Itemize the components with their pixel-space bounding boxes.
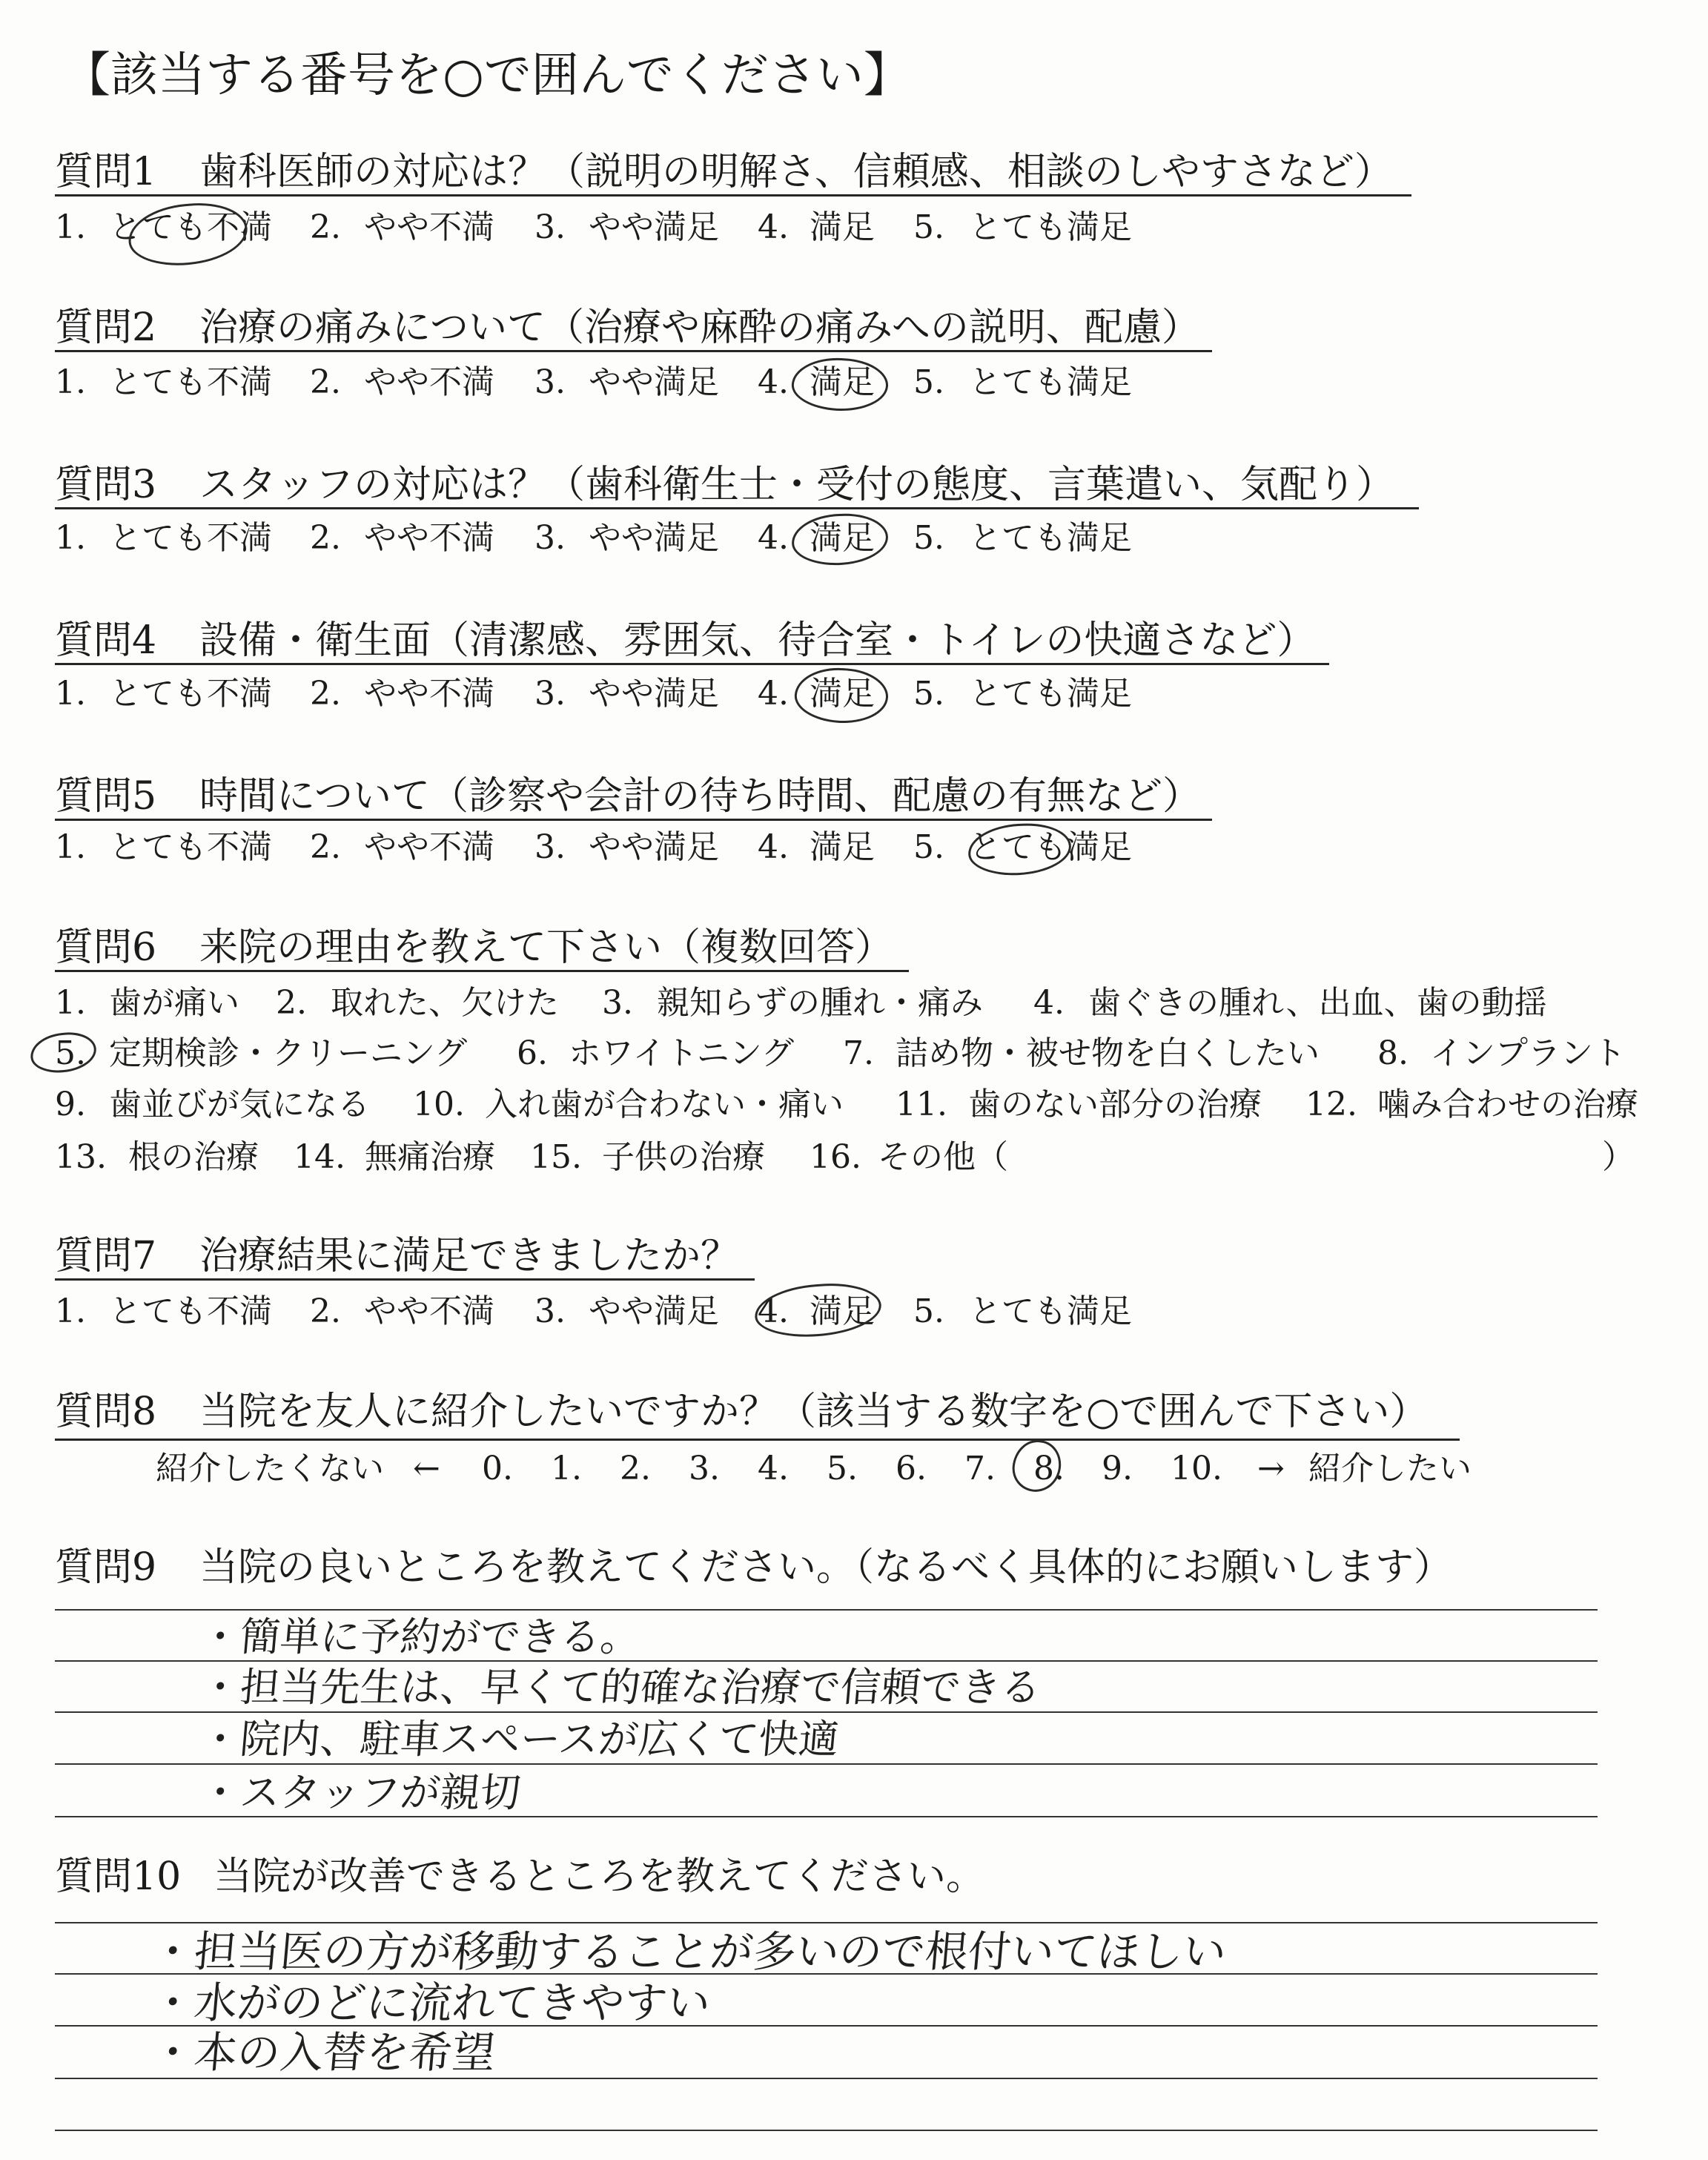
option-number: 5. bbox=[55, 1034, 86, 1072]
question-number: 質問9 bbox=[55, 1545, 157, 1590]
option-number: 4. bbox=[758, 1292, 789, 1330]
question-1-options bbox=[0, 208, 1708, 247]
option-number: 5. bbox=[913, 363, 944, 401]
handwritten-answer: ・スタッフが親切 bbox=[198, 1769, 523, 1816]
answer-line bbox=[55, 1922, 1598, 1923]
heading-underline bbox=[55, 1278, 755, 1281]
option-number: 4. bbox=[758, 363, 789, 401]
option-label: 歯が痛い bbox=[109, 984, 239, 1022]
option-number: 1. bbox=[55, 519, 86, 557]
handwritten-answer: ・本の入替を希望 bbox=[149, 2027, 497, 2078]
option-number: 3. bbox=[534, 363, 566, 401]
question-text: スタッフの対応は？（歯科衛生士・受付の態度、言葉遣い、気配り） bbox=[199, 463, 1395, 507]
option-number: 3. bbox=[534, 1292, 566, 1330]
heading-underline bbox=[55, 970, 909, 972]
question-1-heading bbox=[0, 150, 1708, 194]
option-number: 1. bbox=[55, 828, 86, 866]
heading-underline bbox=[55, 507, 1419, 509]
option-number: 1. bbox=[55, 363, 86, 401]
hand-drawn-circle bbox=[753, 1280, 883, 1341]
left-arrow-icon: ← bbox=[413, 1450, 440, 1487]
option-number: 2. bbox=[310, 675, 341, 713]
scale-value: 7. bbox=[964, 1450, 996, 1487]
scale-value: 6. bbox=[896, 1450, 927, 1487]
scale-low-label: 紹介したくない bbox=[156, 1450, 384, 1487]
option-number: 3. bbox=[534, 208, 566, 246]
option-number: 5. bbox=[913, 519, 944, 557]
option-label: 入れ歯が合わない・痛い bbox=[485, 1086, 844, 1123]
option-number: 3. bbox=[602, 984, 633, 1022]
option-label: 歯並びが気になる bbox=[109, 1086, 370, 1123]
option-number: 2. bbox=[276, 984, 307, 1022]
option-label: 満足 bbox=[810, 363, 875, 401]
option-label: とても不満 bbox=[109, 1292, 272, 1330]
answer-line bbox=[55, 1711, 1598, 1713]
option-number: 5. bbox=[913, 208, 944, 246]
option-number: 5. bbox=[913, 828, 944, 866]
option-label: 満足 bbox=[810, 208, 875, 246]
question-number: 質問10 bbox=[55, 1855, 182, 1899]
option-label: 満足 bbox=[810, 1292, 875, 1330]
option-label: やや満足 bbox=[589, 1292, 719, 1330]
option-label: とても満足 bbox=[969, 208, 1132, 246]
option-number: 2. bbox=[310, 208, 341, 246]
handwritten-answer: ・担当先生は、早くて的確な治療で信頼できる bbox=[198, 1664, 1043, 1711]
option-label: やや満足 bbox=[589, 675, 719, 713]
question-text: 治療結果に満足できましたか？ bbox=[199, 1234, 740, 1278]
question-text: 設備・衛生面（清潔感、雰囲気、待合室・トイレの快適さなど） bbox=[199, 618, 1316, 663]
question-6-options-row bbox=[0, 984, 1708, 1023]
option-label: 歯ぐきの腫れ、出血、歯の動揺 bbox=[1088, 984, 1547, 1022]
option-label: 子供の治療 bbox=[602, 1138, 765, 1176]
question-text: 歯科医師の対応は？（説明の明解さ、信頼感、相談のしやすさなど） bbox=[199, 150, 1393, 194]
scale-value: 8. bbox=[1033, 1450, 1065, 1487]
option-label: とても満足 bbox=[969, 828, 1132, 866]
scale-value: 0. bbox=[482, 1450, 513, 1487]
option-number: 1. bbox=[55, 208, 86, 246]
option-label: やや不満 bbox=[364, 675, 494, 713]
option-label: 満足 bbox=[810, 828, 875, 866]
option-number: 3. bbox=[534, 828, 566, 866]
option-number: 4. bbox=[758, 675, 789, 713]
scale-value: 5. bbox=[827, 1450, 858, 1487]
question-8-scale bbox=[0, 1450, 1708, 1488]
option-label: 無痛治療 bbox=[365, 1138, 495, 1176]
option-label: やや不満 bbox=[364, 1292, 494, 1330]
question-3-heading bbox=[0, 463, 1708, 507]
option-label: その他（ bbox=[878, 1138, 1008, 1176]
question-text: 来院の理由を教えて下さい（複数回答） bbox=[199, 925, 894, 970]
question-text: 時間について（診察や会計の待ち時間、配慮の有無など） bbox=[199, 774, 1201, 819]
heading-underline bbox=[55, 819, 1212, 821]
scale-value: 4. bbox=[758, 1450, 789, 1487]
answer-line bbox=[55, 1763, 1598, 1765]
scale-value: 9. bbox=[1102, 1450, 1133, 1487]
option-label: 満足 bbox=[810, 675, 875, 713]
option-number: 6. bbox=[517, 1034, 548, 1072]
question-10-heading bbox=[0, 1855, 1708, 1899]
option-number: 2. bbox=[310, 828, 341, 866]
question-5-options bbox=[0, 828, 1708, 867]
option-label: とても満足 bbox=[969, 363, 1132, 401]
handwritten-answer: ・院内、駐車スペースが広くて快適 bbox=[198, 1716, 841, 1763]
other-close-paren: ） bbox=[1602, 1138, 1635, 1176]
option-number: 5. bbox=[913, 1292, 944, 1330]
option-label: 親知らずの腫れ・痛み bbox=[657, 984, 983, 1022]
question-7-heading bbox=[0, 1234, 1708, 1278]
option-number: 10. bbox=[413, 1086, 465, 1123]
option-number: 7. bbox=[843, 1034, 874, 1072]
page-title: 【該当する番号を○で囲んでください】 bbox=[63, 48, 911, 103]
option-number: 2. bbox=[310, 363, 341, 401]
option-label: とても不満 bbox=[109, 828, 272, 866]
option-label: とても満足 bbox=[969, 675, 1132, 713]
option-number: 12. bbox=[1305, 1086, 1357, 1123]
option-label: とても満足 bbox=[969, 519, 1132, 557]
option-label: 定期検診・クリーニング bbox=[109, 1034, 468, 1072]
option-number: 4. bbox=[758, 828, 789, 866]
question-5-heading bbox=[0, 774, 1708, 819]
option-number: 9. bbox=[55, 1086, 86, 1123]
question-number: 質問1 bbox=[55, 150, 157, 194]
question-6-options-row bbox=[0, 1086, 1708, 1124]
answer-line bbox=[55, 1609, 1598, 1611]
option-number: 16. bbox=[810, 1138, 861, 1176]
option-label: 噛み合わせの治療 bbox=[1377, 1086, 1638, 1123]
option-number: 1. bbox=[55, 1292, 86, 1330]
option-label: インプラント bbox=[1430, 1034, 1626, 1072]
option-label: やや満足 bbox=[589, 363, 719, 401]
option-label: とても不満 bbox=[109, 208, 272, 246]
option-label: 満足 bbox=[810, 519, 875, 557]
answer-line bbox=[55, 1816, 1598, 1817]
heading-underline bbox=[55, 663, 1329, 665]
option-label: やや不満 bbox=[364, 519, 494, 557]
option-number: 3. bbox=[534, 519, 566, 557]
option-number: 4. bbox=[758, 519, 789, 557]
option-label: とても不満 bbox=[109, 675, 272, 713]
question-2-heading bbox=[0, 305, 1708, 350]
question-number: 質問4 bbox=[55, 618, 157, 663]
option-label: やや不満 bbox=[364, 828, 494, 866]
answer-line bbox=[55, 1660, 1598, 1662]
option-label: 取れた、欠けた bbox=[331, 984, 559, 1022]
question-text: 治療の痛みについて（治療や麻酔の痛みへの説明、配慮） bbox=[199, 305, 1200, 350]
option-number: 3. bbox=[534, 675, 566, 713]
question-9-heading bbox=[0, 1545, 1708, 1590]
option-label: やや不満 bbox=[364, 363, 494, 401]
option-number: 8. bbox=[1377, 1034, 1409, 1072]
question-number: 質問5 bbox=[55, 774, 157, 819]
question-number: 質問7 bbox=[55, 1234, 157, 1278]
option-label: やや満足 bbox=[589, 208, 719, 246]
scale-value: 2. bbox=[620, 1450, 651, 1487]
scale-value: 10. bbox=[1171, 1450, 1222, 1487]
option-number: 11. bbox=[896, 1086, 947, 1123]
right-arrow-icon: → bbox=[1257, 1450, 1285, 1487]
question-6-options-row bbox=[0, 1034, 1708, 1073]
option-label: とても不満 bbox=[109, 519, 272, 557]
option-number: 5. bbox=[913, 675, 944, 713]
question-6-options-row bbox=[0, 1138, 1708, 1177]
option-label: 根の治療 bbox=[128, 1138, 259, 1176]
heading-underline bbox=[55, 350, 1212, 352]
option-label: ホワイトニング bbox=[569, 1034, 795, 1072]
scale-value: 1. bbox=[551, 1450, 582, 1487]
option-label: やや不満 bbox=[364, 208, 494, 246]
scale-high-label: 紹介したい bbox=[1308, 1450, 1472, 1487]
question-text: 当院を友人に紹介したいですか？（該当する数字を○で囲んで下さい） bbox=[199, 1390, 1429, 1434]
question-8-heading bbox=[0, 1390, 1708, 1434]
heading-underline bbox=[55, 1439, 1460, 1441]
question-4-heading bbox=[0, 618, 1708, 663]
option-number: 2. bbox=[310, 1292, 341, 1330]
option-label: やや満足 bbox=[589, 519, 719, 557]
option-number: 4. bbox=[758, 208, 789, 246]
option-number: 15. bbox=[530, 1138, 582, 1176]
option-number: 13. bbox=[55, 1138, 107, 1176]
option-label: 詰め物・被せ物を白くしたい bbox=[896, 1034, 1320, 1072]
option-label: やや満足 bbox=[589, 828, 719, 866]
option-number: 1. bbox=[55, 984, 86, 1022]
handwritten-answer: ・担当医の方が移動することが多いので根付いてほしい bbox=[149, 1926, 1228, 1977]
option-number: 1. bbox=[55, 675, 86, 713]
heading-underline bbox=[55, 194, 1411, 196]
option-number: 14. bbox=[294, 1138, 345, 1176]
question-6-heading bbox=[0, 925, 1708, 970]
question-number: 質問8 bbox=[55, 1390, 157, 1434]
option-number: 4. bbox=[1033, 984, 1065, 1022]
handwritten-answer: ・水がのどに流れてきやすい bbox=[149, 1978, 712, 2028]
question-number: 質問2 bbox=[55, 305, 157, 350]
question-number: 質問3 bbox=[55, 463, 157, 507]
option-label: とても満足 bbox=[969, 1292, 1132, 1330]
question-number: 質問6 bbox=[55, 925, 157, 970]
answer-line bbox=[55, 2078, 1598, 2079]
option-label: とても不満 bbox=[109, 363, 272, 401]
scale-value: 3. bbox=[689, 1450, 720, 1487]
answer-line bbox=[55, 2130, 1598, 2131]
question-text: 当院の良いところを教えてください。（なるべく具体的にお願いします） bbox=[199, 1545, 1453, 1590]
handwritten-answer: ・簡単に予約ができる。 bbox=[198, 1614, 643, 1660]
option-label: 歯のない部分の治療 bbox=[968, 1086, 1262, 1123]
option-number: 2. bbox=[310, 519, 341, 557]
question-text: 当院が改善できるところを教えてください。 bbox=[214, 1855, 985, 1899]
